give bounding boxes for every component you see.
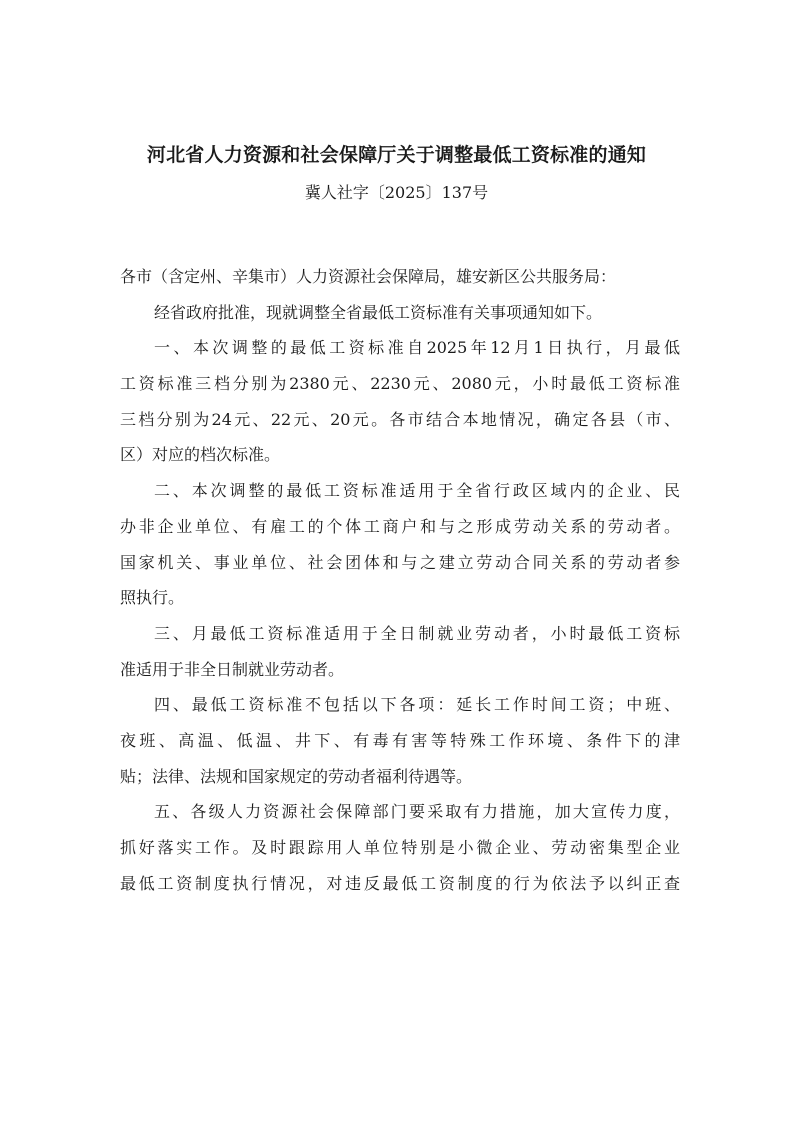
section-line: 国家机关、事业单位、社会团体和与之建立劳动合同关系的劳动者参 (120, 552, 680, 572)
section-line: 四、最低工资标准不包括以下各项：延长工作时间工资；中班、 (154, 695, 680, 715)
document-body (120, 266, 680, 908)
section-line: 三、月最低工资标准适用于全日制就业劳动者，小时最低工资标 (154, 623, 680, 643)
section-line: 五、各级人力资源社会保障部门要采取有力措施，加大宣传力度， (154, 802, 680, 822)
section-line: 夜班、高温、低温、井下、有毒有害等特殊工作环境、条件下的津 (120, 730, 680, 750)
section-2 (120, 480, 680, 623)
section-line: 抓好落实工作。及时跟踪用人单位特别是小微企业、劳动密集型企业 (120, 838, 680, 857)
section-line: 照执行。 (120, 588, 185, 608)
intro-paragraph: 经省政府批准，现就调整全省最低工资标准有关事项通知如下。 (154, 302, 603, 322)
document-number: 冀人社字〔2025〕137号 (304, 183, 489, 202)
section-line: 三档分别为24元、22元、20元。各市结合本地情况，确定各县（市、 (120, 409, 680, 429)
section-3 (120, 623, 680, 694)
section-line: 准适用于非全日制就业劳动者。 (120, 659, 345, 679)
section-line: 办非企业单位、有雇工的个体工商户和与之形成劳动关系的劳动者。 (120, 516, 680, 536)
section-5 (120, 801, 680, 908)
section-1 (120, 337, 680, 480)
section-line: 二、本次调整的最低工资标准适用于全省行政区域内的企业、民 (154, 481, 680, 501)
section-line: 贴；法律、法规和国家规定的劳动者福利待遇等。 (120, 766, 473, 786)
section-4 (120, 694, 680, 801)
section-line: 最低工资制度执行情况，对违反最低工资制度的行为依法予以纠正查 (120, 873, 680, 893)
section-line: 工资标准三档分别为2380元、2230元、2080元，小时最低工资标准 (120, 374, 680, 394)
document-title: 河北省人力资源和社会保障厅关于调整最低工资标准的通知 (146, 144, 647, 166)
section-line: 一、本次调整的最低工资标准自2025年12月1日执行，月最低 (154, 338, 680, 358)
section-line: 区）对应的档次标准。 (120, 445, 281, 465)
salutation: 各市（含定州、辛集市）人力资源社会保障局，雄安新区公共服务局： (120, 267, 617, 286)
